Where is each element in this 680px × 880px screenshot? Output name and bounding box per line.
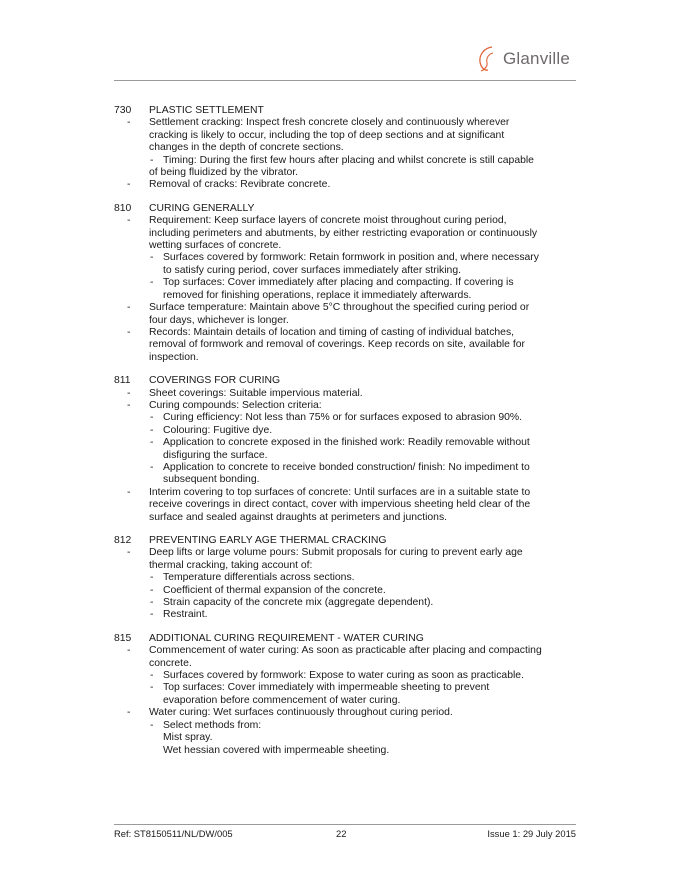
list-item-text: Removal of cracks: Revibrate concrete. (149, 179, 331, 191)
list-item (150, 277, 576, 289)
list-item (150, 609, 576, 621)
list-item (127, 326, 576, 339)
list-item-text: Water curing: Wet surfaces continuously throughout curing period. (149, 707, 453, 719)
list-item-text: Top surfaces: Cover immediately with impermeable sheeting to prevent (163, 682, 490, 694)
list-item-text: inspection. (149, 351, 199, 363)
list-item-text: Interim covering to top surfaces of concrete: Until surfaces are in a suitable state to (149, 486, 531, 498)
list-item-text: Deep lifts or large volume pours: Submit proposals for curing to prevent early age (149, 547, 523, 559)
list-item (150, 154, 576, 167)
list-item-text: Requirement: Keep surface layers of concrete moist throughout curing period, (149, 215, 507, 227)
list-item-text: four days, whichever is longer. (149, 314, 289, 326)
list-item-text: Application to concrete to receive bonded construction/ finish: No impediment to (163, 461, 530, 473)
list-item-text: Select methods from: (163, 719, 262, 731)
list-item (127, 645, 576, 657)
list-item-text: removed for finishing operations, replace it immediately afterwards. (163, 289, 472, 301)
list-item-text: including perimeters and abutments, by either restricting evaporation or continuously (149, 227, 538, 239)
list-item-continuation (163, 745, 576, 757)
list-item-text: cracking is likely to occur, including the top of deep sections and at significant (149, 129, 505, 141)
list-item (127, 547, 576, 559)
list-item-continuation (149, 315, 576, 327)
clause-title: COVERINGS FOR CURING (149, 375, 281, 387)
clause-730 (114, 105, 576, 192)
list-item (127, 215, 576, 227)
list-item-continuation (149, 352, 576, 364)
list-item (127, 302, 576, 314)
bullet-dash: - (127, 215, 131, 227)
bullet-dash: - (127, 645, 131, 657)
list-item-text: thermal cracking, taking account of: (149, 559, 313, 571)
list-item-text: Curing efficiency: Not less than 75% or for surfaces exposed to abrasion 90%. (163, 412, 523, 424)
list-item (127, 117, 576, 129)
list-item (150, 461, 576, 474)
bullet-dash: - (127, 302, 131, 314)
list-item-text: Application to concrete exposed in the finished work: Readily removable without (163, 437, 530, 449)
list-item (150, 437, 576, 449)
bullet-dash: - (127, 117, 131, 129)
list-item (150, 670, 576, 682)
bullet-dash: - (150, 609, 154, 621)
bullet-dash: - (150, 682, 154, 694)
list-item-text: changes in the depth of concrete sections. (149, 142, 344, 154)
clause-title: CURING GENERALLY (149, 202, 255, 214)
list-item (150, 682, 576, 694)
list-item-text: Curing compounds: Selection criteria: (149, 399, 322, 411)
list-item-continuation (163, 450, 576, 462)
bullet-dash: - (150, 154, 154, 166)
brand-logo (475, 44, 570, 74)
list-item (127, 387, 576, 400)
list-item (127, 707, 576, 719)
list-item-continuation (163, 695, 576, 707)
list-item-text: to satisfy curing period, cover surfaces immediately after striking. (163, 264, 461, 276)
clause-title: ADDITIONAL CURING REQUIREMENT - WATER CURING (149, 632, 424, 644)
list-item-text: Surface temperature: Maintain above 5°C throughout the specified curing period or (149, 302, 530, 314)
bullet-dash: - (150, 584, 154, 596)
bullet-dash: - (150, 461, 154, 473)
list-item-text: receive coverings in direct contact, cover with impervious sheeting held clear of the (149, 499, 531, 511)
list-item (150, 252, 576, 264)
footer-divider (114, 824, 576, 825)
list-item-text: Wet hessian covered with impermeable sheeting. (163, 744, 390, 756)
list-item-text: Surfaces covered by formwork: Expose to water curing as soon as practicable. (163, 670, 524, 682)
list-item-text: Sheet coverings: Suitable impervious material. (149, 387, 363, 399)
list-item-text: subsequent bonding. (163, 474, 260, 486)
clause-title: PLASTIC SETTLEMENT (149, 105, 264, 116)
bullet-dash: - (150, 719, 154, 731)
bullet-dash: - (150, 572, 154, 584)
clause-810 (114, 203, 576, 364)
list-item-text: removal of formwork and removal of coverings. Keep records on site, available for (149, 339, 525, 351)
document-reference: Ref: ST8150511/NL/DW/005 (114, 828, 233, 839)
list-item-continuation (163, 732, 576, 744)
list-item-continuation (149, 339, 576, 351)
list-item (150, 584, 576, 597)
bullet-dash: - (127, 486, 131, 498)
list-item-text: disfiguring the surface. (163, 449, 268, 461)
list-item-continuation (163, 290, 576, 302)
page-footer (114, 828, 576, 839)
bullet-dash: - (150, 252, 154, 264)
list-item-continuation (163, 474, 576, 486)
list-item-continuation (149, 130, 576, 142)
list-item-text: Strain capacity of the concrete mix (aggregate dependent). (163, 597, 434, 609)
list-item (150, 597, 576, 609)
list-item-continuation (149, 142, 576, 154)
list-item-continuation (149, 240, 576, 252)
brand-name: Glanville (503, 49, 570, 68)
list-item-text: Top surfaces: Cover immediately after placing and compacting. If covering is (163, 277, 514, 289)
bullet-dash: - (127, 326, 131, 338)
glanville-swirl-icon (475, 44, 499, 74)
list-item-text: of being fluidized by the vibrator. (149, 167, 299, 179)
clause-number: 815 (114, 632, 132, 644)
header-divider (114, 80, 576, 81)
bullet-dash: - (127, 387, 131, 399)
clause-number: 811 (114, 375, 131, 387)
list-item-text: Colouring: Fugitive dye. (163, 424, 273, 436)
list-item-text: Mist spray. (163, 732, 213, 744)
list-item (127, 486, 576, 499)
list-item-text: Temperature differentials across sections. (163, 572, 355, 584)
list-item-text: wetting surfaces of concrete. (149, 240, 282, 252)
bullet-dash: - (150, 412, 154, 424)
bullet-dash: - (150, 437, 154, 449)
clause-number: 810 (114, 202, 132, 214)
bullet-dash: - (127, 399, 131, 411)
list-item-continuation (149, 228, 576, 240)
bullet-dash: - (150, 424, 154, 436)
list-item-text: Restraint. (163, 609, 208, 621)
bullet-dash: - (127, 547, 131, 559)
list-item (150, 412, 576, 424)
page-number: 22 (336, 828, 347, 839)
list-item-text: evaporation before commencement of water curing. (163, 694, 401, 706)
list-item-text: Records: Maintain details of location and timing of casting of individual batches, (149, 326, 515, 338)
list-item-text: surface and sealed against draughts at perimeters and junctions. (149, 511, 448, 523)
list-item-continuation (149, 658, 576, 670)
specification-body (114, 105, 576, 768)
list-item (150, 719, 576, 732)
clause-811 (114, 375, 576, 524)
issue-date: Issue 1: 29 July 2015 (487, 828, 576, 839)
list-item (150, 572, 576, 584)
list-item-text: Commencement of water curing: As soon as practicable after placing and compacting (149, 645, 542, 657)
bullet-dash: - (127, 707, 131, 719)
list-item-continuation (149, 560, 576, 572)
list-item-continuation (149, 499, 576, 511)
list-item-text: Timing: During the first few hours after placing and whilst concrete is still capable (163, 154, 534, 166)
bullet-dash: - (127, 179, 131, 191)
list-item-continuation (163, 265, 576, 277)
clause-number: 812 (114, 535, 132, 546)
list-item (127, 399, 576, 412)
list-item-text: concrete. (149, 657, 192, 669)
bullet-dash: - (150, 670, 154, 682)
list-item (127, 179, 576, 191)
list-item-continuation (149, 512, 576, 524)
clause-title: PREVENTING EARLY AGE THERMAL CRACKING (149, 535, 387, 546)
clause-815 (114, 633, 576, 757)
clause-number: 730 (114, 105, 132, 116)
bullet-dash: - (150, 597, 154, 609)
list-item-text: Surfaces covered by formwork: Retain formwork in position and, where necessary (163, 252, 539, 264)
bullet-dash: - (150, 277, 154, 289)
list-item (150, 424, 576, 437)
clause-812 (114, 535, 576, 622)
list-item-text: Settlement cracking: Inspect fresh concrete closely and continuously wherever (149, 117, 510, 129)
list-item-continuation (149, 167, 576, 179)
list-item-text: Coefficient of thermal expansion of the concrete. (163, 584, 386, 596)
